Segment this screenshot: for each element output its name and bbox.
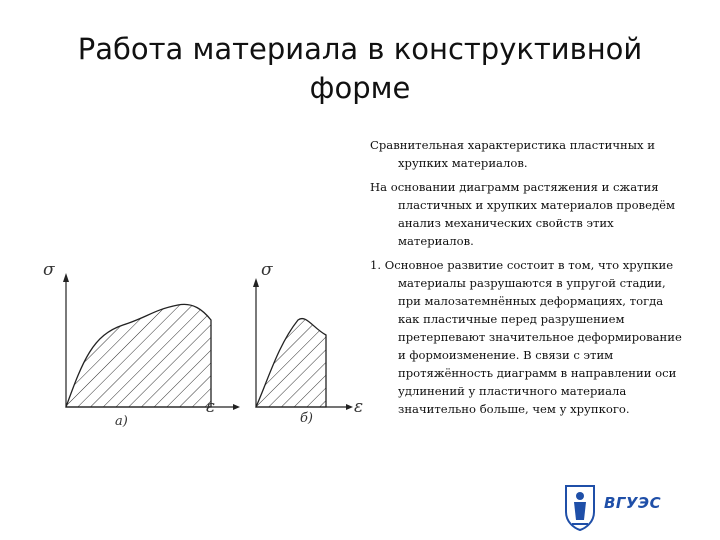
diagram-b-x-arrow bbox=[346, 404, 353, 410]
logo-text: ВГУЭС bbox=[604, 494, 662, 512]
paragraph-1: Сравнительная характеристика пластичных и хрупких материалов. bbox=[370, 138, 655, 170]
diagram-b-y-arrow bbox=[253, 278, 259, 287]
paragraph-2: На основании диаграмм растяжения и сжатия пластичных и хрупких материалов проведём анализ механических свойств этих материалов. bbox=[370, 180, 675, 248]
diagram-b-area bbox=[256, 319, 326, 407]
diagram-a-area bbox=[66, 304, 211, 407]
diagram-a-epsilon-label: ε bbox=[206, 397, 216, 417]
text-column bbox=[370, 136, 688, 424]
diagram-b-sigma-label: σ bbox=[261, 260, 273, 280]
diagram-a bbox=[43, 260, 240, 429]
university-logo bbox=[560, 480, 680, 536]
emblem-icon bbox=[560, 482, 600, 532]
diagram-a-sigma-label: σ bbox=[43, 260, 55, 280]
diagram-a-x-arrow bbox=[233, 404, 240, 410]
slide-title: Работа материала в конструктивной форме bbox=[77, 32, 643, 105]
diagram-b-caption: б) bbox=[300, 411, 314, 426]
stress-strain-figure bbox=[28, 240, 373, 440]
diagram-b bbox=[253, 260, 363, 426]
diagram-a-caption: а) bbox=[115, 414, 128, 429]
diagram-b-epsilon-label: ε bbox=[354, 397, 364, 417]
diagram-a-y-arrow bbox=[63, 273, 69, 282]
paragraph-3: 1. Основное развитие состоит в том, что хрупкие материалы разрушаются в упругой стадии, при малозатемнённых деформациях, тогда как пластичные перед разрушением претерпевают значительное деформирование и формоизменение. В связи с этим протяжённость диаграмм в направлении оси удлинений у пластичного материала значительно больше, чем у хрупкого. bbox=[370, 258, 682, 416]
